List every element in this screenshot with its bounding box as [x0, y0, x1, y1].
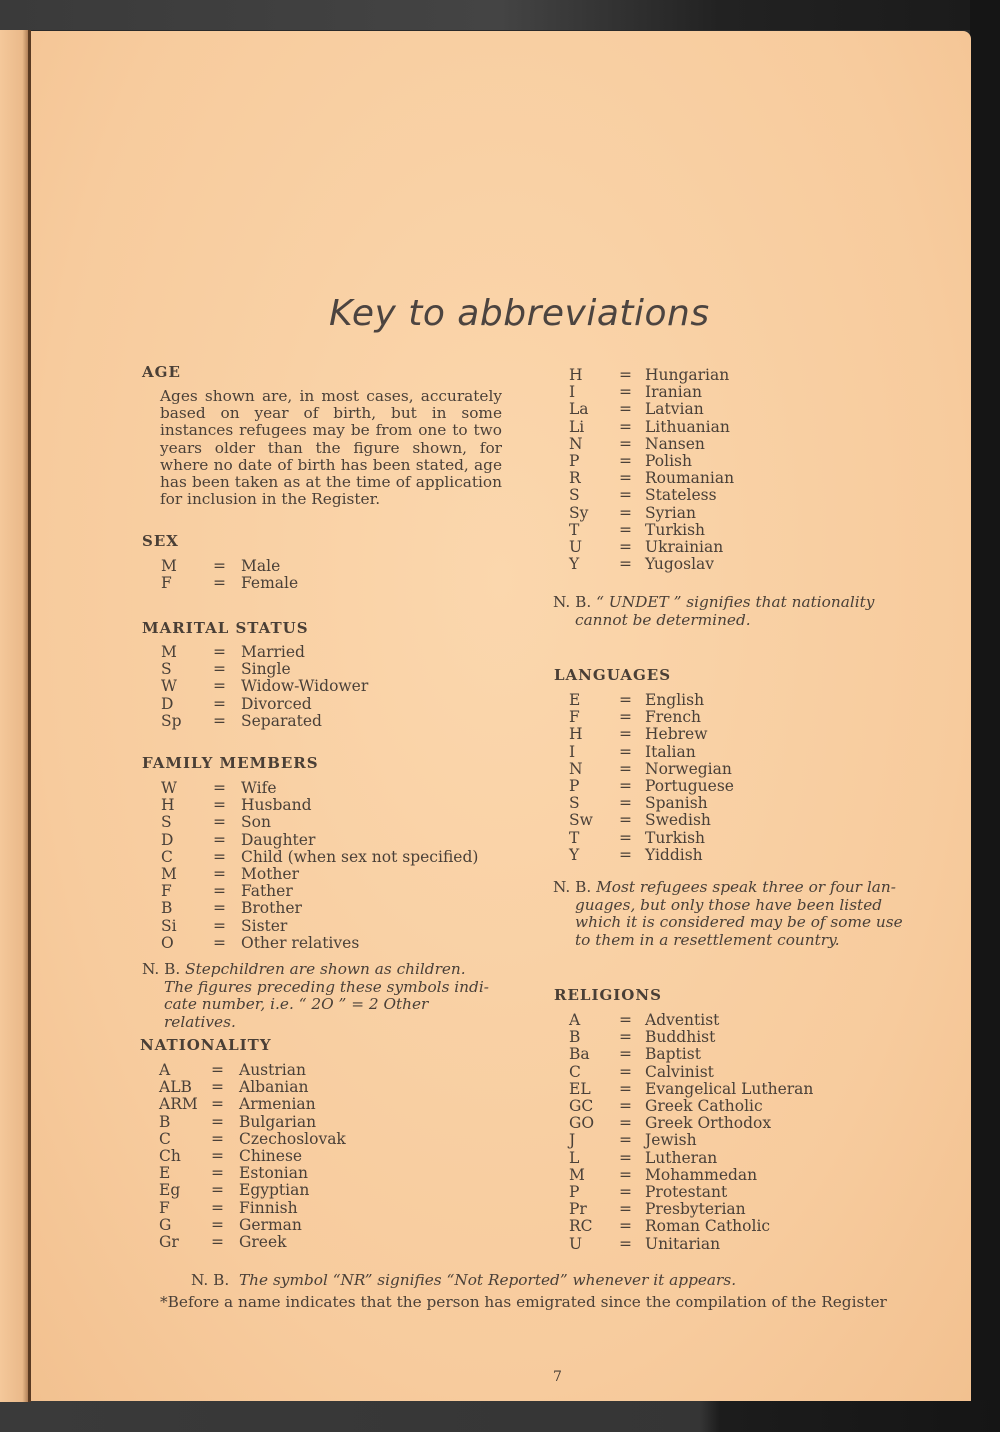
equals-sign: = [211, 1164, 224, 1183]
list-item [153, 1165, 346, 1182]
equals-sign: = [619, 1217, 632, 1236]
list-item [561, 830, 734, 847]
abbreviation: S [161, 660, 172, 679]
section-heading-age: AGE [142, 363, 181, 381]
equals-sign: = [619, 708, 632, 727]
equals-sign: = [619, 1200, 632, 1219]
meaning: Iranian [645, 383, 702, 402]
equals-sign: = [619, 400, 632, 419]
nb-label: N. B. [553, 878, 592, 896]
equals-sign: = [213, 813, 226, 832]
list-item [155, 780, 478, 797]
abbreviation: S [161, 813, 172, 832]
abbreviation: W [161, 779, 177, 797]
equals-sign: = [213, 847, 226, 866]
list-item [561, 847, 734, 864]
equals-sign: = [619, 777, 632, 796]
meaning: Married [241, 643, 305, 661]
meaning: Armenian [239, 1095, 316, 1114]
equals-sign: = [211, 1078, 224, 1097]
meaning: Son [241, 813, 271, 832]
equals-sign: = [619, 434, 632, 453]
equals-sign: = [213, 916, 226, 935]
abbreviation: I [569, 742, 576, 761]
equals-sign: = [619, 417, 632, 436]
abbreviation: M [161, 865, 177, 884]
document-page [31, 31, 971, 1401]
meaning: Spanish [645, 794, 708, 813]
list-item [561, 709, 734, 726]
meaning: Mohammedan [645, 1165, 758, 1184]
abbreviation: U [569, 538, 583, 557]
list-item [155, 661, 368, 678]
equals-sign: = [211, 1233, 224, 1252]
abbreviation: M [161, 557, 177, 575]
abbreviation: ALB [159, 1078, 192, 1097]
section-heading-languages: LANGUAGES [554, 666, 672, 684]
abbreviation: Y [569, 555, 580, 574]
meaning: Jewish [645, 1131, 697, 1150]
abbreviation: L [569, 1148, 580, 1167]
meaning: Protestant [645, 1183, 728, 1202]
list-item [155, 644, 368, 661]
list-item [155, 918, 478, 935]
equals-sign: = [619, 1079, 632, 1098]
list-item [561, 1132, 813, 1149]
meaning: Ukrainian [645, 538, 724, 557]
list-item [561, 1046, 813, 1063]
equals-sign: = [619, 845, 632, 864]
list-item [155, 900, 478, 917]
equals-sign: = [619, 811, 632, 830]
equals-sign: = [213, 643, 226, 661]
abbreviation: P [569, 777, 580, 796]
equals-sign: = [619, 383, 632, 402]
equals-sign: = [619, 691, 632, 709]
meaning: English [645, 691, 705, 709]
meaning: Greek Catholic [645, 1097, 763, 1116]
list-item [155, 814, 478, 831]
abbreviation: B [161, 899, 173, 918]
abbreviation: T [569, 828, 580, 847]
meaning: Divorced [241, 694, 312, 713]
meaning: Egyptian [239, 1181, 310, 1200]
nationality-list-col2 [561, 367, 734, 573]
meaning: Austrian [239, 1061, 306, 1079]
abbreviation: C [159, 1129, 171, 1148]
equals-sign: = [211, 1181, 224, 1200]
section-heading-religions: RELIGIONS [554, 986, 662, 1004]
abbreviation: Li [569, 417, 585, 436]
list-item [561, 556, 734, 573]
meaning: Turkish [645, 828, 706, 847]
list-item [561, 812, 734, 829]
equals-sign: = [619, 1165, 632, 1184]
abbreviation: H [569, 366, 583, 384]
meaning: Turkish [645, 520, 706, 539]
list-item [155, 575, 298, 592]
page-title: Key to abbreviations [329, 293, 710, 334]
abbreviation: F [161, 882, 172, 901]
abbreviation: I [569, 383, 576, 402]
equals-sign: = [619, 486, 632, 505]
list-item [153, 1079, 346, 1096]
list-item [155, 883, 478, 900]
scan-background-top [0, 0, 1000, 30]
abbreviation: U [569, 1234, 583, 1253]
list-item [561, 367, 734, 384]
abbreviation: Sp [161, 711, 182, 730]
list-item [155, 832, 478, 849]
abbreviation: R [569, 469, 581, 488]
list-item [155, 713, 368, 730]
abbreviation: J [569, 1131, 576, 1150]
meaning: Evangelical Lutheran [645, 1079, 814, 1098]
list-item [561, 453, 734, 470]
abbreviation: H [161, 796, 175, 815]
equals-sign: = [619, 1183, 632, 1202]
list-item [153, 1182, 346, 1199]
equals-sign: = [619, 742, 632, 761]
meaning: Mother [241, 865, 299, 884]
meaning: Buddhist [645, 1028, 716, 1047]
nb-line: cate number, i.e. “ 2O ” = 2 Other relatives. [164, 995, 429, 1031]
list-item [561, 470, 734, 487]
meaning: Presbyterian [645, 1200, 746, 1219]
list-item [155, 696, 368, 713]
abbreviation: B [159, 1112, 171, 1131]
meaning: Stateless [645, 486, 717, 505]
equals-sign: = [213, 557, 226, 575]
equals-sign: = [211, 1095, 224, 1114]
abbreviation: S [569, 486, 580, 505]
list-item [561, 384, 734, 401]
abbreviation: Gr [159, 1233, 179, 1252]
meaning: Chinese [239, 1147, 303, 1166]
equals-sign: = [213, 660, 226, 679]
list-item [561, 401, 734, 418]
list-item [561, 1218, 813, 1235]
meaning: Husband [241, 796, 312, 815]
meaning: Albanian [239, 1078, 309, 1097]
nb-line: guages, but only those have been listed [575, 895, 883, 914]
nationality-list-col1 [153, 1062, 346, 1251]
equals-sign: = [213, 694, 226, 713]
family-members-list [155, 780, 478, 952]
equals-sign: = [619, 520, 632, 539]
meaning: Calvinist [645, 1062, 714, 1081]
list-item [561, 692, 734, 709]
abbreviation: Eg [159, 1181, 181, 1200]
list-item [155, 935, 478, 952]
meaning: Other relatives [241, 933, 360, 952]
abbreviation: M [161, 643, 177, 661]
nb-line: “ UNDET ” signifies that nationality [596, 593, 875, 611]
abbreviation: A [569, 1011, 581, 1029]
abbreviation: GO [569, 1114, 595, 1133]
nb-label: N. B. [553, 593, 592, 611]
abbreviation: Ba [569, 1045, 590, 1064]
meaning: Wife [241, 779, 277, 797]
abbreviation: G [159, 1215, 172, 1234]
abbreviation: GC [569, 1097, 594, 1116]
list-item [561, 1201, 813, 1218]
nb-line: to them in a resettlement country. [575, 930, 840, 949]
equals-sign: = [213, 711, 226, 730]
equals-sign: = [213, 865, 226, 884]
abbreviation: Y [569, 845, 580, 864]
list-item [561, 1150, 813, 1167]
abbreviation: Si [161, 916, 177, 935]
meaning: Greek Orthodox [645, 1114, 772, 1133]
abbreviation: D [161, 830, 174, 849]
abbreviation: La [569, 400, 589, 419]
equals-sign: = [619, 555, 632, 574]
list-item [155, 558, 298, 575]
equals-sign: = [619, 828, 632, 847]
meaning: Lutheran [645, 1148, 718, 1167]
equals-sign: = [213, 899, 226, 918]
meaning: Yugoslav [645, 555, 715, 574]
abbreviation: T [569, 520, 580, 539]
equals-sign: = [619, 1097, 632, 1116]
meaning: German [239, 1215, 302, 1234]
nb-line: Most refugees speak three or four lan- [596, 878, 896, 896]
equals-sign: = [619, 1045, 632, 1064]
nb-line: cannot be determined. [575, 610, 751, 629]
meaning: Nansen [645, 434, 705, 453]
list-item [153, 1234, 346, 1251]
abbreviation: Sw [569, 811, 593, 830]
section-heading-marital-status: MARITAL STATUS [142, 619, 309, 637]
meaning: Child (when sex not specified) [241, 847, 479, 866]
meaning: French [645, 708, 701, 727]
religions-list [561, 1012, 813, 1253]
list-item [561, 778, 734, 795]
section-heading-family-members: FAMILY MEMBERS [142, 754, 319, 772]
list-item [153, 1131, 346, 1148]
meaning: Polish [645, 452, 692, 471]
equals-sign: = [213, 882, 226, 901]
list-item [561, 1029, 813, 1046]
equals-sign: = [211, 1061, 224, 1079]
equals-sign: = [619, 725, 632, 744]
abbreviation: E [569, 691, 581, 709]
equals-sign: = [213, 830, 226, 849]
abbreviation: A [159, 1061, 171, 1079]
equals-sign: = [213, 779, 226, 797]
nationality-note [553, 594, 923, 629]
nb-line: The figures preceding these symbols indi- [164, 977, 489, 996]
equals-sign: = [619, 1148, 632, 1167]
abbreviation: Sy [569, 503, 589, 522]
list-item [561, 1064, 813, 1081]
list-item [153, 1217, 346, 1234]
list-item [155, 849, 478, 866]
equals-sign: = [619, 794, 632, 813]
marital-status-list [155, 644, 368, 730]
page-number: 7 [553, 1369, 562, 1385]
equals-sign: = [619, 1062, 632, 1081]
equals-sign: = [619, 538, 632, 557]
nb-label: N. B. [191, 1271, 230, 1289]
equals-sign: = [211, 1198, 224, 1217]
list-item [561, 744, 734, 761]
languages-list [561, 692, 734, 864]
meaning: Baptist [645, 1045, 701, 1064]
list-item [561, 795, 734, 812]
section-heading-nationality: NATIONALITY [140, 1036, 272, 1054]
abbreviation: P [569, 1183, 580, 1202]
abbreviation: B [569, 1028, 581, 1047]
abbreviation: Pr [569, 1200, 587, 1219]
equals-sign: = [619, 1028, 632, 1047]
nb-line: which it is considered may be of some use [575, 913, 903, 931]
list-item [561, 1115, 813, 1132]
list-item [153, 1148, 346, 1165]
equals-sign: = [619, 503, 632, 522]
equals-sign: = [619, 1131, 632, 1150]
meaning: Estonian [239, 1164, 308, 1183]
equals-sign: = [619, 452, 632, 471]
list-item [561, 505, 734, 522]
abbreviation: C [569, 1062, 581, 1081]
list-item [561, 1236, 813, 1253]
meaning: Hungarian [645, 366, 730, 384]
equals-sign: = [213, 933, 226, 952]
meaning: Brother [241, 899, 302, 918]
meaning: Separated [241, 711, 322, 730]
equals-sign: = [213, 796, 226, 815]
list-item [561, 1167, 813, 1184]
meaning: Male [241, 557, 281, 575]
list-item [561, 1184, 813, 1201]
meaning: Roman Catholic [645, 1217, 771, 1236]
equals-sign: = [619, 366, 632, 384]
abbreviation: O [161, 933, 174, 952]
list-item [153, 1096, 346, 1113]
equals-sign: = [213, 574, 226, 593]
meaning: Finnish [239, 1198, 298, 1217]
abbreviation: C [161, 847, 173, 866]
abbreviation: EL [569, 1079, 591, 1098]
equals-sign: = [619, 1114, 632, 1133]
equals-sign: = [211, 1129, 224, 1148]
footer-note [169, 1271, 944, 1289]
meaning: Swedish [645, 811, 711, 830]
meaning: Adventist [645, 1011, 720, 1029]
list-item [561, 726, 734, 743]
list-item [153, 1200, 346, 1217]
meaning: Latvian [645, 400, 704, 419]
list-item [561, 436, 734, 453]
abbreviation: N [569, 759, 583, 778]
list-item [561, 1081, 813, 1098]
meaning: Bulgarian [239, 1112, 317, 1131]
equals-sign: = [211, 1112, 224, 1131]
meaning: Father [241, 882, 293, 901]
list-item [561, 1012, 813, 1029]
meaning: Single [241, 660, 291, 679]
list-item [561, 419, 734, 436]
abbreviation: F [161, 574, 172, 593]
meaning: Hebrew [645, 725, 708, 744]
abbreviation: E [159, 1164, 171, 1183]
nb-line: Stepchildren are shown as children. [185, 960, 466, 978]
meaning: Norwegian [645, 759, 732, 778]
scan-background-right [970, 0, 1000, 1432]
nr-note: The symbol “NR” signifies “Not Reported” whenever it appears. [238, 1271, 737, 1289]
meaning: Czechoslovak [239, 1129, 346, 1148]
abbreviation: Ch [159, 1147, 181, 1166]
equals-sign: = [619, 469, 632, 488]
meaning: Roumanian [645, 469, 735, 488]
abbreviation: F [569, 708, 580, 727]
meaning: Syrian [645, 503, 696, 522]
list-item [561, 761, 734, 778]
abbreviation: N [569, 434, 583, 453]
languages-note [553, 879, 923, 949]
abbreviation: D [161, 694, 174, 713]
abbreviation: S [569, 794, 580, 813]
equals-sign: = [211, 1147, 224, 1166]
list-item [153, 1062, 346, 1079]
asterisk-note: *Before a name indicates that the person has emigrated since the compilation of the Register [160, 1293, 887, 1311]
list-item [155, 678, 368, 695]
list-item [561, 487, 734, 504]
meaning: Lithuanian [645, 417, 730, 436]
meaning: Widow-Widower [241, 677, 369, 696]
list-item [153, 1114, 346, 1131]
list-item [561, 1098, 813, 1115]
abbreviation: M [569, 1165, 585, 1184]
sex-list [155, 558, 298, 592]
meaning: Female [241, 574, 299, 593]
scan-background-bottom [0, 1400, 1000, 1432]
equals-sign: = [619, 1011, 632, 1029]
meaning: Italian [645, 742, 696, 761]
section-heading-sex: SEX [142, 532, 179, 550]
equals-sign: = [211, 1215, 224, 1234]
meaning: Unitarian [645, 1234, 721, 1253]
family-members-note [142, 961, 502, 1031]
abbreviation: ARM [159, 1095, 198, 1114]
abbreviation: F [159, 1198, 170, 1217]
abbreviation: H [569, 725, 583, 744]
abbreviation: P [569, 452, 580, 471]
meaning: Sister [241, 916, 288, 935]
list-item [155, 797, 478, 814]
meaning: Greek [239, 1233, 287, 1252]
list-item [561, 539, 734, 556]
nb-label: N. B. [142, 960, 181, 978]
equals-sign: = [213, 677, 226, 696]
meaning: Yiddish [645, 845, 703, 864]
meaning: Daughter [241, 830, 316, 849]
equals-sign: = [619, 759, 632, 778]
meaning: Portuguese [645, 777, 734, 796]
abbreviation: W [161, 677, 177, 696]
equals-sign: = [619, 1234, 632, 1253]
abbreviation: RC [569, 1217, 593, 1236]
age-description: Ages shown are, in most cases, accurately based on year of birth, but in some instances refugees may be from one to two years older than the figure shown, for where no date of birth has been stated, age has been taken as at the time of application for inclusion in the Register. [160, 387, 502, 509]
previous-page-edge [0, 30, 28, 1402]
list-item [155, 866, 478, 883]
list-item [561, 522, 734, 539]
